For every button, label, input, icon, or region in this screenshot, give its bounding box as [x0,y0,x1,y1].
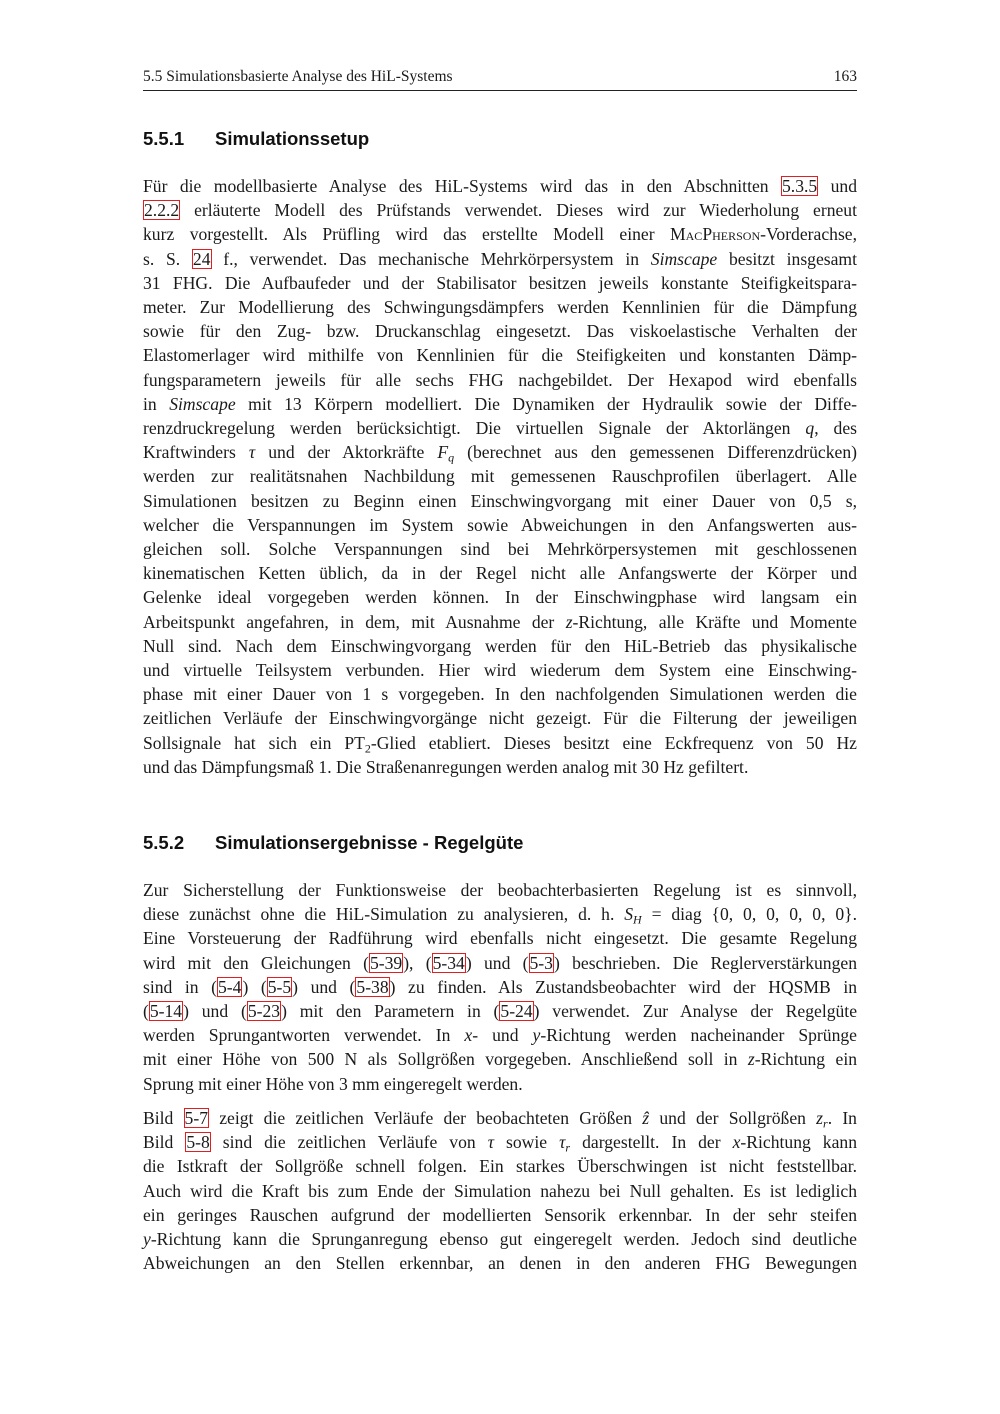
page-number: 163 [833,68,857,85]
text-line: renzdruckregelung werden berücksichtigt. Die virtuellen Signale der Aktorlängen q, des [143,418,858,439]
text-line: mit einer Höhe von 500 N als Sollgrößen vorgegeben. Anschließend soll in z-Richtung ein [143,1049,858,1070]
text-line: ein geringes Rauschen aufgrund der modellierten Sensorik erkennbar. In der sehr steifen [143,1204,857,1225]
figure-link[interactable]: 5-7 [184,1108,208,1128]
equation-link[interactable]: 5-5 [267,976,292,997]
section-heading-5-5-2 [143,832,523,854]
text-line: wird mit den Gleichungen (5-39), (5-34) und (5-3) beschrieben. Die Reglerverstärkungen [143,952,857,973]
text-line: zeitlichen Verläufe der Einschwingvorgänge nicht gezeigt. Für die Filterung der jeweiligen [143,708,857,729]
text-line: kurz vorgestellt. Als Prüfling wird das erstellte Modell einer MacPherson-Vorderachse, [143,224,857,245]
text-line: Simulationen besitzen zu Beginn einen Einschwingvorgang mit einer Dauer von 0,5 s, [143,490,857,511]
text-line: die Istkraft der Sollgröße schnell folgen. Ein starkes Überschwingen ist nicht feststellbar. [143,1156,857,1177]
text-line: Kraftwinders τ und der Aktorkräfte $F_q$ (berechnet aus den gemessenen Differenzdrücken) [143,442,857,465]
text-line: und virtuelle Teilsystem verbunden. Hier wird wiederum dem System eine Einschwing- [143,660,857,681]
text-line: sowie für den Zug- bzw. Druckanschlag eingesetzt. Das viskoelastische Verhalten der [143,321,857,342]
text-line: Eine Vorsteuerung der Radführung wird ebenfalls nicht eingesetzt. Die gesamte Regelung [143,928,857,949]
text-line: Gelenke ideal vorgegeben werden können. In der Einschwingphase wird langsam ein [143,587,857,608]
paragraph-simulationssetup [143,174,857,779]
section-link[interactable]: 5.3.5 [782,176,818,196]
text-line: y-Richtung kann die Sprunganregung ebenso gut eingeregelt werden. Jedoch sind deutliche [143,1229,857,1250]
equation-link[interactable]: 5-3 [529,952,553,973]
text-line: Zur Sicherstellung der Funktionsweise der beobachterbasierten Regelung ist es sinnvoll, [143,880,857,900]
text-line: meter. Zur Modellierung des Schwingungsdämpfers werden Kennlinien für die Dämpfung [143,297,857,318]
text-line: 31 FHG. Die Aufbaufeder und der Stabilisator besitzen jeweils konstante Steifigkeitspara- [143,272,857,293]
equation-link[interactable]: 5-34 [432,952,465,973]
text-line: Elastomerlager wird mithilfe von Kennlinien für die Steifigkeiten und konstanten Dämp- [143,345,857,366]
text-line: werden zur realitätsnahen Nachbildung mit gemessenen Rauschprofilen überlagert. Alle [143,466,857,487]
equation-link[interactable]: 5-38 [356,976,389,997]
equation-link[interactable]: 5-23 [247,1001,281,1022]
page-link[interactable]: 24 [192,248,211,269]
section-heading-5-5-1 [143,128,369,150]
text-line: Sprung mit einer Höhe von 3 mm eingeregelt werden. [143,1073,523,1094]
text-line: Arbeitspunkt angefahren, in dem, mit Ausnahme der z-Richtung, alle Kräfte und Momente [143,611,857,632]
text-line: Abweichungen an den Stellen erkennbar, an denen in den anderen FHG Bewegungen [143,1253,857,1274]
figure-link[interactable]: 5-8 [186,1132,210,1153]
text-line: Bild 5-8 sind die zeitlichen Verläufe von τ sowie $\tau_r$ dargestellt. In der x-Richtung kann [143,1132,857,1155]
text-line: Für die modellbasierte Analyse des HiL-Systems wird das in den Abschnitten 5.3.5 und [143,176,858,196]
section-title: Simulationsergebnisse - Regelgüte [215,832,524,853]
text-line: werden Sprungantworten verwendet. In x- und y-Richtung werden nacheinander Sprünge [143,1025,857,1046]
text-line: phase mit einer Dauer von 1 s vorgegeben. In den nachfolgenden Simulationen werden die [143,684,857,705]
text-line: (5-14) und (5-23) mit den Parametern in (5-24) verwendet. Zur Analyse der Regelgüte [143,1001,857,1022]
equation-link[interactable]: 5-14 [149,1001,183,1022]
section-number: 5.5.2 [143,832,185,853]
text-line: fungsparametern jeweils für alle sechs FHG nachgebildet. Der Hexapod wird ebenfalls [143,369,857,390]
text-line: diese zunächst ohne die HiL-Simulation zu analysieren, d. h. $S_H$ = diag {0, 0, 0, 0, 0, 0}. [143,904,858,927]
text-line: welcher die Verspannungen im System sowie Abweichungen in den Anfangswerten aus- [143,514,857,535]
text-line: s. S. 24 f., verwendet. Das mechanische Mehrkörpersystem in Simscape besitzt insgesamt [143,248,857,269]
section-number: 5.5.1 [143,128,185,149]
text-line: kinematischen Ketten üblich, da in der Regel nicht alle Anfangswerte der Körper und [143,563,857,584]
equation-link[interactable]: 5-39 [369,952,403,973]
text-line: Sollsignale hat sich ein $PT_2$-Glied etabliert. Dieses besitzt eine Eckfrequenz von 50 Hz [143,732,857,756]
text-line: Auch wird die Kraft bis zum Ende der Simulation nahezu bei Null gehalten. Es ist lediglich [143,1180,857,1201]
paragraph-regelguete-intro [143,878,857,1096]
text-line: in Simscape mit 13 Körpern modelliert. Die Dynamiken der Hydraulik sowie der Diffe- [143,393,857,414]
running-header [143,68,857,91]
text-line: gleichen soll. Solche Verspannungen sind bei Mehrkörpersystemen mit geschlossenen [143,539,857,560]
section-link[interactable]: 2.2.2 [144,200,180,221]
text-line: und das Dämpfungsmaß 1. Die Straßenanregungen werden analog mit 30 Hz gefiltert. [143,756,749,777]
section-title: Simulationssetup [215,128,370,149]
text-line: Bild 5-7 zeigt die zeitlichen Verläufe der beobachteten Größen ẑ und der Sollgrößen $z_r$. In [143,1108,857,1131]
text-line: 2.2.2 erläuterte Modell des Prüfstands verwendet. Dieses wird zur Wiederholung erneut [144,200,857,221]
equation-link[interactable]: 5-24 [500,1001,533,1022]
text-line: Null sind. Nach dem Einschwingvorgang werden für den HiL-Betrieb das physikalische [143,635,857,656]
equation-link[interactable]: 5-4 [217,976,242,997]
text-line: sind in (5-4) (5-5) und (5-38) zu finden. Als Zustandsbeobachter wird der HQSMB in [143,976,858,997]
paragraph-regelguete-results [143,1106,857,1275]
running-header-title: 5.5 Simulationsbasierte Analyse des HiL-Systems [143,68,453,85]
